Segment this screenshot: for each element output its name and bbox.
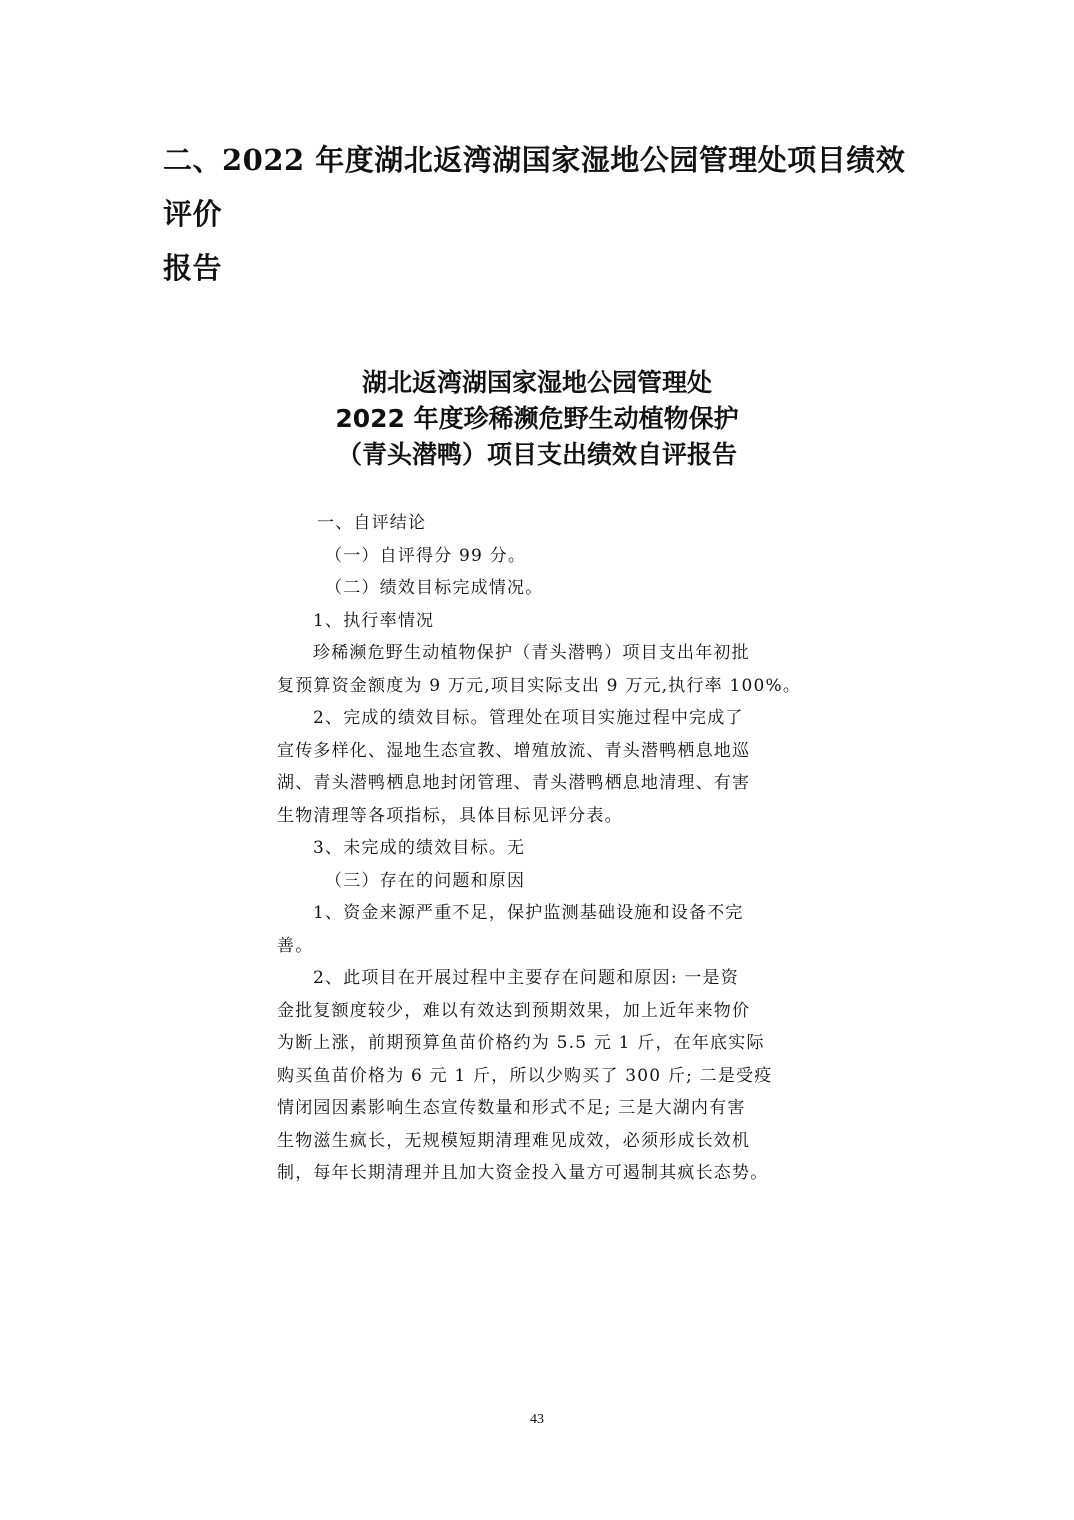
paragraph-line: 为断上涨，前期预算鱼苗价格约为 5.5 元 1 斤，在年底实际 (277, 1033, 765, 1053)
report-title-line-3: （青头潜鸭）项目支出绩效自评报告 (336, 440, 737, 469)
paragraph-line: 复预算资金额度为 9 万元,项目实际支出 9 万元,执行率 100%。 (277, 675, 802, 696)
subsection-2-heading: （二）绩效目标完成情况。 (325, 578, 544, 598)
report-title (200, 365, 874, 473)
subsection-3-heading: （三）存在的问题和原因 (325, 870, 526, 891)
report-title-line-1: 湖北返湾湖国家湿地公园管理处 (361, 368, 712, 397)
paragraph-line: 2、完成的绩效目标。管理处在项目实施过程中完成了 (313, 708, 744, 728)
paragraph-line: 购买鱼苗价格为 6 元 1 斤，所以少购买了 300 斤; 二是受疫 (277, 1065, 773, 1086)
paragraph-line: 制，每年长期清理并且加大资金投入量方可遏制其疯长态势。 (277, 1163, 769, 1183)
report-title-line-2: 2022 年度珍稀濒危野生动植物保护 (335, 404, 739, 433)
paragraph-line: 珍稀濒危野生动植物保护（青头潜鸭）项目支出年初批 (313, 643, 750, 663)
item-1-heading: 1、执行率情况 (313, 610, 435, 631)
paragraph-line: 金批复额度较少，难以有效达到预期效果，加上近年来物价 (277, 1000, 751, 1021)
paragraph-line: 宣传多样化、湿地生态宣教、增殖放流、青头潜鸭栖息地巡 (277, 740, 751, 761)
paragraph-line: 生物滋生疯长，无规模短期清理难见成效，必须形成长效机 (277, 1130, 751, 1151)
page-number: 43 (530, 1412, 544, 1427)
paragraph-line: 善。 (277, 935, 314, 956)
report-body (277, 507, 817, 1190)
subsection-1-score: （一）自评得分 99 分。 (325, 545, 527, 566)
section-heading (163, 133, 923, 295)
section-heading-line-1: 二、2022 年度湖北返湾湖国家湿地公园管理处项目绩效评价 (163, 143, 906, 231)
section-heading-line-2: 报告 (163, 251, 223, 285)
paragraph-line: 1、资金来源严重不足，保护监测基础设施和设备不完 (313, 903, 744, 923)
paragraph-line: 2、此项目在开展过程中主要存在问题和原因: 一是资 (313, 968, 739, 988)
paragraph-line: 湖、青头潜鸭栖息地封闭管理、青头潜鸭栖息地清理、有害 (277, 773, 751, 793)
paragraph-line: 情闭园因素影响生态宣传数量和形式不足; 三是大湖内有害 (277, 1098, 746, 1118)
section-1-heading: 一、自评结论 (317, 513, 427, 533)
item-3-line: 3、未完成的绩效目标。无 (313, 838, 526, 858)
paragraph-line: 生物清理等各项指标，具体目标见评分表。 (277, 805, 623, 826)
